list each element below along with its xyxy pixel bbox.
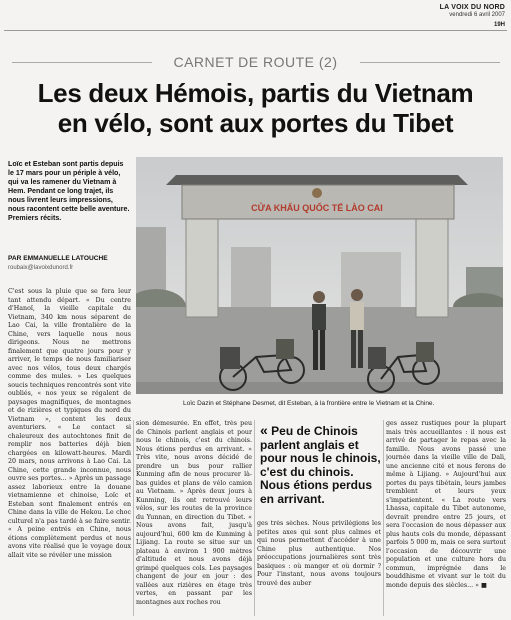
article-column-1: C'est sous la pluie que se fera leur tant attendu départ. « Du centre d'Hanoï, la vieille capitale du Vietnam, 340 km nous séparent de Lao Cai, la ville frontalière de la Chine, vers laquelle nous nous dirigeons. Nous ne mettrons finalement que quatre jours pour y arriver, le temps de nous familiariser avec nos vélos, tous deux chargés comme des mules. » Les quelques soucis techniques rencontrés sont vite oubliés, « nos yeux se régalent de paysages magnifiques, de montagnes et de rizières et typiques du nord du Vietnam », content les deux aventuriers. « Le contact si chaleureux des autochtones finit de remplir nos batteries déjà bien chargées en kilowatt-heures. Mardi 20 mars, nous arrivons à Lao Cai. La Chine, cette grande inconnue, nous ouvre ses portes... » Après un passage assez laborieux entre la douane vietnamienne et chinoise, Loïc et Esteban sont finalement entrés en Chine dans la ville de Hekou. Le choc culturel n'a pas tardé à se faire sentir. « A peine entrés en Chine, nous étions complètement perdus et nous avons vite réalisé que le voyage doux allait vite se révéler une mission [8, 288, 131, 559]
article-intro: Loïc et Esteban sont partis depuis le 17 mars pour un périple à vélo, qui va les ramener du Vietnam à Hem. Pendant ce long trajet, ils nous livrent leurs impressions, nous racontent cette belle aventure. Premiers récits. [8, 160, 130, 222]
article-column-4: ges assez rustiques pour la plupart mais très accueillantes : il nous est arrivé de partager le repas avec la famille. Nous avons passé une journée dans la vieille ville de Dali, une ancienne cité et nous ferons de même à Lijiang. » Aujourd'hui aux portes du pays tibétain, leurs jambes tremblent et leurs yeux s'impatientent. « La route vers Lhassa, capitale du Tibet autonome, devrait prendre entre 25 jours, et sera l'occasion de nous dépasser aux plus hauts cols du monde, dépassant parfois 5 000 m, mais ce sera surtout l'occasion de découvrir une population et une culture hors du commun, imprégnée dans le bouddhisme et vivant sur le toit du monde depuis des siècles... » ■ [386, 420, 506, 589]
border-gate-photo [136, 157, 503, 394]
column-divider [254, 420, 255, 616]
headline-line-2: en vélo, sont aux portes du Tibet [57, 108, 454, 138]
issue-date: vendredi 6 avril 2007 [449, 12, 505, 18]
edition-code: 19H [493, 22, 505, 28]
column-divider [383, 420, 384, 616]
pull-quote-text: Peu de Chinois parlent anglais et pour nous le chinois, c'est du chinois. Nous étions perdus en arrivant. [260, 424, 381, 506]
top-rule [4, 30, 507, 31]
kicker-rule-right [360, 62, 500, 63]
photo-caption: Loïc Dazin et Stéphane Desmet, dit Esteban, à la frontière entre le Vietnam et la Chine. [183, 400, 435, 407]
quote-mark: « [260, 422, 268, 438]
column-divider [133, 420, 134, 616]
article-column-2: sion démesurée. En effet, très peu de Chinois parlent anglais et pour nous le chinois, c'est du chinois. Nous étions perdus en arrivant. » Très vite, nous avons décidé de prendre un bus pour rallier Kunming afin de nous procurer là-bas guides et plans de vélo camion au Vietnam. » Après deux jours à Kunming, ils ont retrouvé leurs vélos, sur les routes de la province du Yunnan, en direction du Tibet. « Nous avons fait, jusqu'à aujourd'hui, 600 km de Kunming à Lijiang. La route se situe sur un plateau à environ 1 900 mètres d'altitude et nous avons déjà grimpé quelques cols. Les paysages changent de jour en jour : des vallées aux rizières en étage très vertes, en passant par les montagnes aux roches rou [136, 420, 252, 606]
gate-sign-text: CỬA KHẨU QUỐC TẾ LÀO CAI [251, 203, 383, 213]
byline: PAR EMMANUELLE LATOUCHE [8, 255, 108, 262]
kicker: CARNET DE ROUTE (2) [173, 54, 338, 70]
article-column-3: ges très sèches. Nous privilégions les petites axes qui sont plus calmes et qui nous permettent d'accéder à une Chine plus authentique. Nos préoccupations journalières sont très basiques : où manger et où dormir ? Pour l'instant, nous avons toujours trouvé des auber [257, 520, 381, 587]
article-photo [136, 157, 503, 394]
pull-quote [260, 424, 382, 506]
newspaper-name: LA VOIX DU NORD [439, 4, 505, 11]
masthead [440, 4, 505, 28]
headline [0, 78, 511, 138]
headline-line-1: Les deux Hémois, partis du Vietnam [37, 78, 474, 108]
author-email: roubaix@lavoixdunord.fr [8, 265, 74, 271]
